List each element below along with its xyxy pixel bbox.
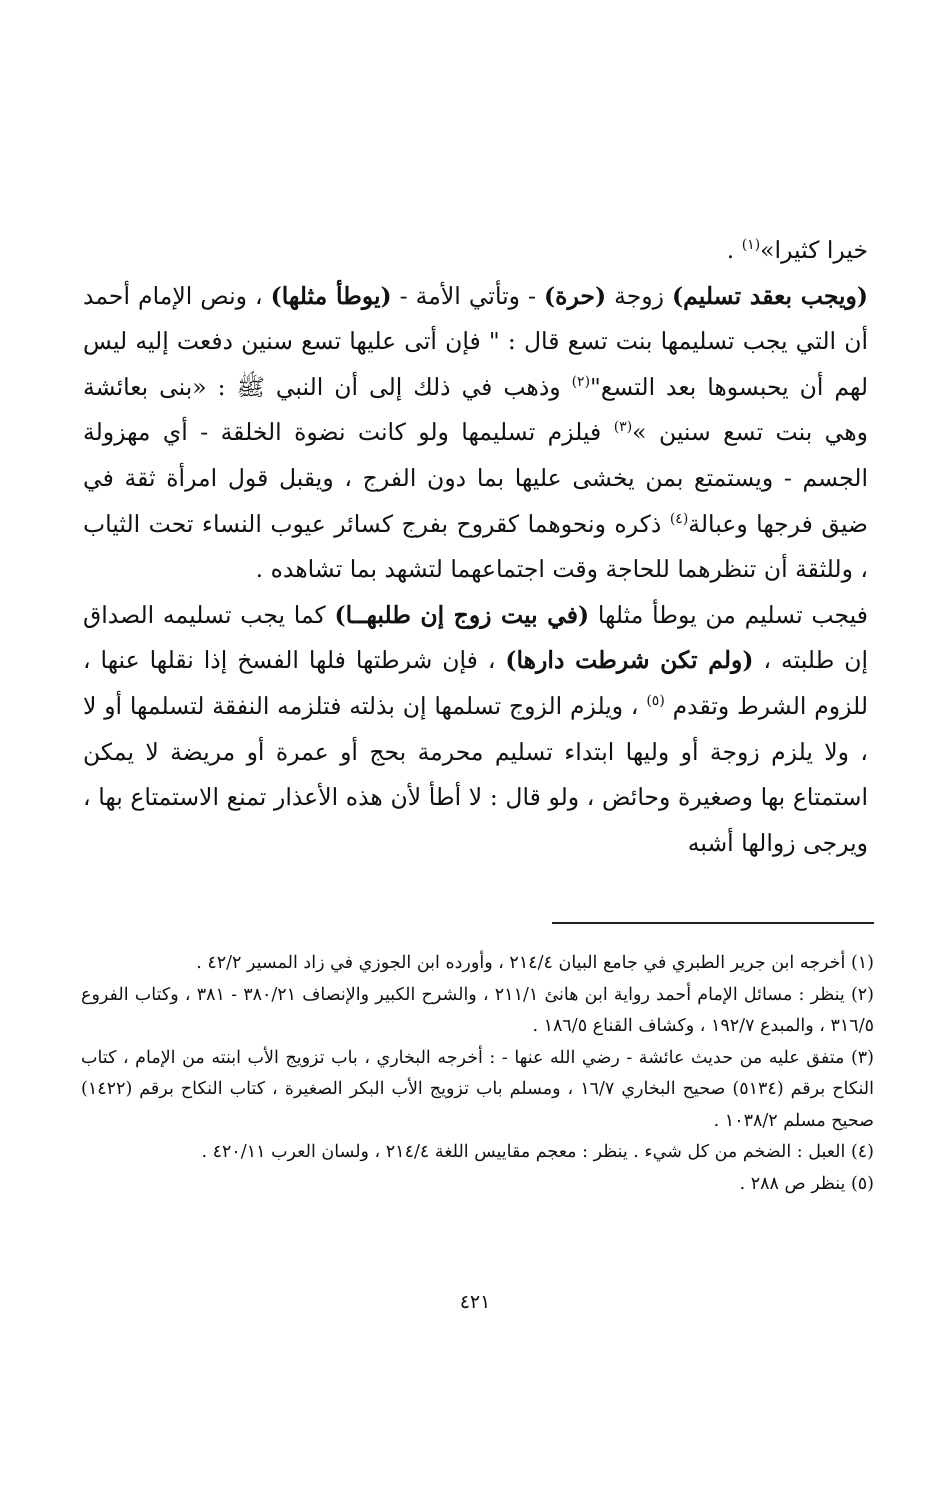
footnote-ref: (٤) (669, 510, 689, 527)
text-run: - وتأتي الأمة - (391, 281, 545, 310)
matn-text: (حرة) (544, 281, 607, 310)
footnote-text: العبل : الضخم من كل شيء . ينظر : معجم مقاييس اللغة ٢١٤/٤ ، ولسان العرب ٤٢٠/١١ . (201, 1142, 851, 1162)
matn-text: (يوطأ مثلها) (270, 281, 392, 310)
footnote-text: ينظر ص ٢٨٨ . (739, 1173, 851, 1194)
footnote-number: (٤) (850, 1142, 874, 1162)
footnote-number: (٥) (850, 1173, 874, 1194)
text-run: ذكره ونحوهما كقروح بفرج كسائر عيوب النساء تحت الثياب ، وللثقة أن تنظرهما للحاجة وقت اجتماعهما لتشهد بما تشاهده . (83, 509, 868, 584)
footnote-number: (١) (850, 953, 874, 973)
page-number: ٤٢١ (459, 1291, 491, 1313)
matn-text: (ويجب بعقد تسليم) (672, 281, 868, 310)
text-run: وذهب في ذلك إلى أن النبي ﷺ : «بنى بعائشة وهي بنت تسع سنين » (83, 372, 868, 447)
text-run: ، ويلزم الزوج تسلمها إن بذلته فتلزمه النفقة لتسلمها أو لا ، ولا يلزم زوجة أو وليها ابتداء تسليم محرمة بحج أو عمرة أو مريضة لا يمكن استمتاع بها وصغيرة وحائض ، ولو قال : لا أطأ لأن هذه الأعذار تمنع الاستمتاع بها ، ويرجى زوالها أشبه (83, 691, 868, 857)
footnote-text: أخرجه ابن جرير الطبري في جامع البيان ٢١٤/٤ ، وأورده ابن الجوزي في زاد المسير ٤٢/٢ . (196, 953, 851, 973)
paragraph-house (83, 593, 868, 867)
text-run: خيرا كثيرا» (760, 236, 868, 264)
matn-text: (في بيت زوج إن طلبهــا) (334, 600, 590, 629)
footnote-ref: (٥) (646, 693, 665, 710)
matn-text: (ولم تكن شرطت دارها) (505, 646, 754, 675)
footnote-4 (81, 1137, 874, 1169)
paragraph-continuation (83, 228, 868, 274)
main-text (83, 228, 868, 866)
footnote-text: ينظر : مسائل الإمام أحمد رواية ابن هانئ ٢١١/١ ، والشرح الكبير والإنصاف ٣٨٠/٢١ - ٣٨١ ، وكتاب الفروع ٣١٦/٥ ، والمبدع ١٩٢/٧ ، وكشاف القناع ١٨٦/٥ . (81, 984, 874, 1036)
footnote-separator (552, 922, 874, 924)
footnote-ref: (٢) (571, 373, 591, 390)
footnote-1 (81, 948, 874, 980)
footnote-text: متفق عليه من حديث عائشة - رضي الله عنها - : أخرجه البخاري ، باب تزويج الأب ابنته من الإمام ، كتاب النكاح برقم (٥١٣٤) صحيح البخاري ١٦/٧ ، ومسلم باب تزويج الأب البكر الصغيرة ، كتاب النكاح برقم (١٤٢٢) صحيح مسلم ١٠٣٨/٢ . (81, 1047, 874, 1131)
footnote-number: (٣) (850, 1047, 874, 1068)
text-run: ، فإن شرطتها فلها الفسخ إذا نقلها عنها ، للزوم الشرط وتقدم (83, 646, 868, 720)
footnote-5 (81, 1169, 874, 1201)
footnote-ref: (٣) (613, 419, 633, 436)
text-run: زوجة (606, 281, 672, 310)
text-run: فيلزم تسليمها ولو كانت نضوة الخلقة - أي مهزولة الجسم - ويستمتع بمن يخشى عليها بما دون الفرج ، ويقبل قول امرأة ثقة في ضيق فرجها وعبالة (83, 418, 869, 538)
footnote-number: (٢) (850, 984, 874, 1005)
footnotes (81, 948, 874, 1200)
footnote-ref: (١) (741, 237, 761, 254)
paragraph-delivery (83, 274, 868, 593)
text-run: كما يجب تسليمه الصداق إن طلبته ، (83, 600, 869, 675)
text-run: فيجب تسليم من يوطأ مثلها (589, 600, 868, 629)
text-run: . (726, 236, 742, 264)
text-run: ، ونص الإمام أحمد أن التي يجب تسليمها بنت تسع قال : " فإن أتى عليها تسع سنين دفعت إليه ليس لهم أن يحبسوها بعد التسع" (83, 281, 868, 401)
footnote-3 (81, 1043, 874, 1138)
footnote-2 (81, 980, 874, 1043)
